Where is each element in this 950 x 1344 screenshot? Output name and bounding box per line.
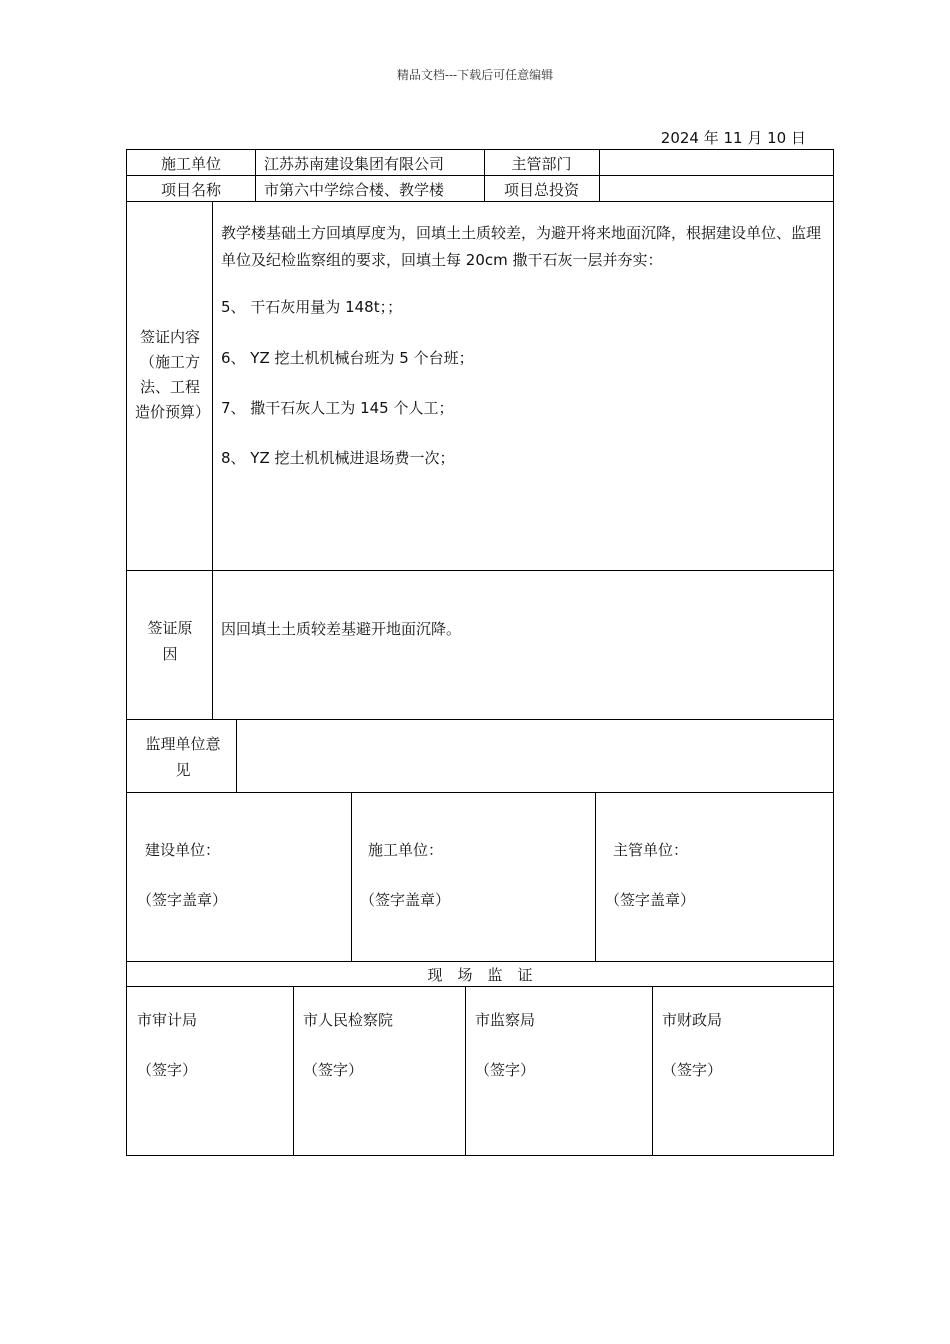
label-project-name: 项目名称	[160, 181, 221, 199]
onsite-title: 现 场 监 证	[427, 966, 533, 984]
value-project-name: 市第六中学综合楼、教学楼	[264, 181, 445, 199]
label-construction-unit: 施工单位	[160, 155, 221, 173]
onsite-finance-bureau: 市财政局	[662, 1011, 723, 1029]
onsite-audit-bureau: 市审计局	[137, 1011, 198, 1029]
signature-competent-unit: 主管单位：	[613, 841, 689, 859]
reason-text: 因回填土土质较差基避开地面沉降。	[221, 620, 462, 638]
document-date: 2024 年 11 月 10 日	[660, 129, 806, 147]
onsite-supervision-table	[126, 961, 834, 1156]
supervision-table	[126, 719, 834, 793]
content-intro: 教学楼基础土方回填厚度为，回填土土质较差，为避开将来地面沉降，根据建设单位、监理单位及纪检监察组的要求，回填土每 20cm 撒干石灰一层并夯实：	[221, 224, 822, 269]
signature-construction-unit: 施工单位：	[368, 841, 444, 859]
label-department: 主管部门	[511, 155, 572, 173]
content-label: 签证内容（施工方法、工程造价预算）	[135, 328, 211, 421]
content-item-8: 8、 YZ 挖土机机械进退场费一次；	[221, 449, 455, 467]
signature-construction-unit-stamp: （签字盖章）	[360, 891, 451, 909]
onsite-procuratorate-sign: （签字）	[303, 1061, 364, 1079]
signature-construction-owner: 建设单位：	[145, 841, 221, 859]
reason-label: 签证原因	[147, 619, 193, 663]
content-item-7: 7、 撒干石灰人工为 145 个人工；	[221, 399, 454, 417]
supervision-label: 监理单位意见	[145, 735, 221, 779]
value-construction-unit: 江苏苏南建设集团有限公司	[264, 155, 445, 173]
signature-construction-owner-stamp: （签字盖章）	[137, 891, 228, 909]
onsite-supervision-bureau: 市监察局	[475, 1011, 536, 1029]
onsite-procuratorate: 市人民检察院	[303, 1011, 394, 1029]
onsite-audit-bureau-sign: （签字）	[137, 1061, 198, 1079]
onsite-supervision-bureau-sign: （签字）	[475, 1061, 536, 1079]
signature-competent-unit-stamp: （签字盖章）	[605, 891, 696, 909]
content-item-6: 6、 YZ 挖土机机械台班为 5 个台班；	[221, 349, 474, 367]
label-total-investment: 项目总投资	[503, 181, 579, 199]
watermark-text: 精品文档---下载后可任意编辑	[396, 68, 554, 82]
visa-content-table	[126, 201, 834, 720]
onsite-finance-bureau-sign: （签字）	[662, 1061, 723, 1079]
header-table	[126, 149, 834, 202]
signature-table	[126, 792, 834, 962]
content-item-5: 5、 干石灰用量为 148t；；	[221, 298, 403, 316]
